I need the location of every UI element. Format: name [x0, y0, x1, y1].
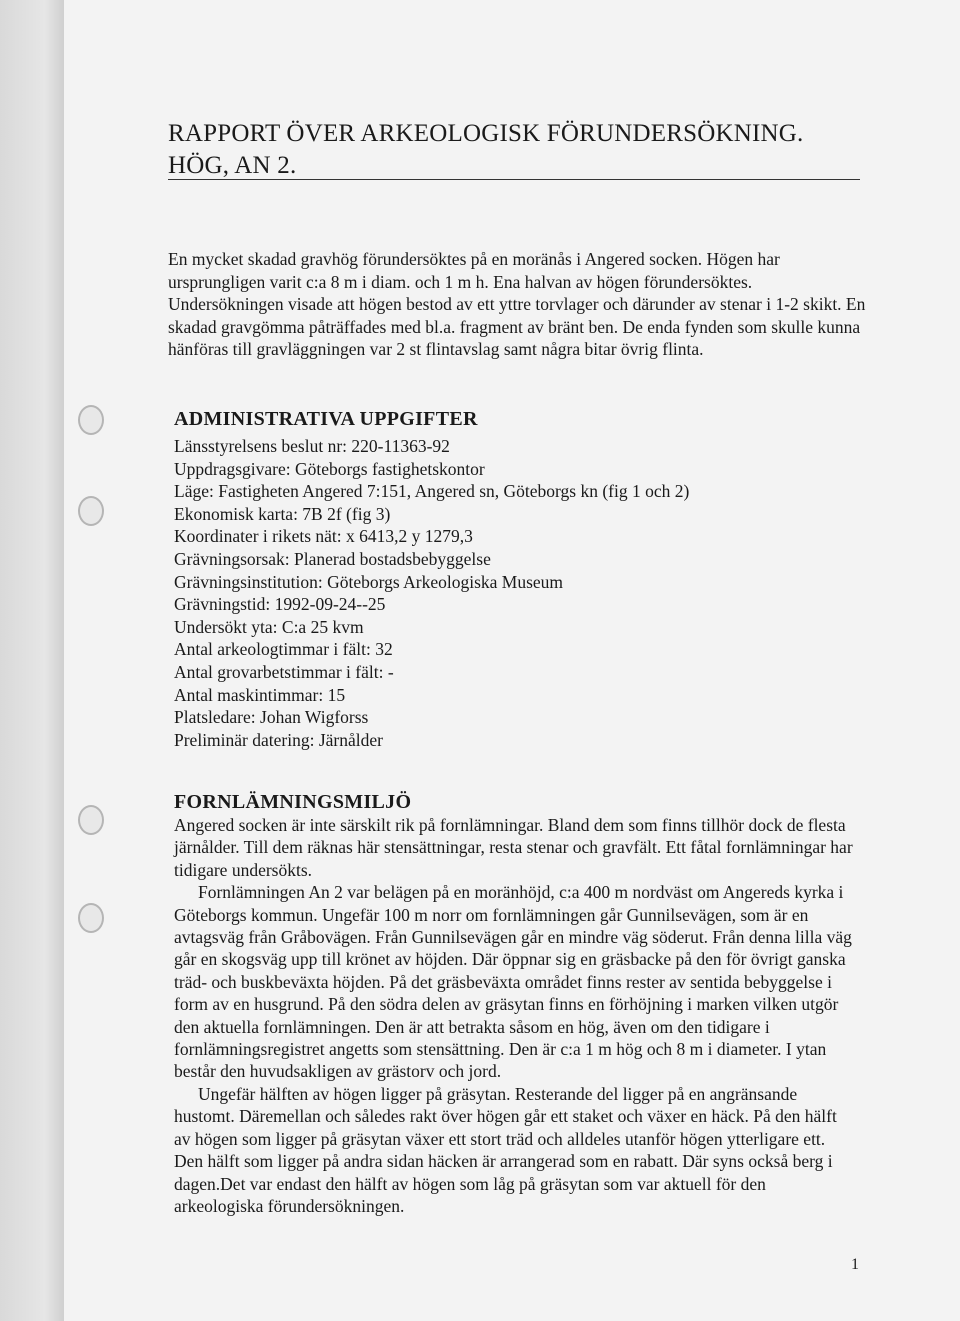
fornlamning-paragraph: Ungefär hälften av högen ligger på gräsytan. Resterande del ligger på en angränsande hustomt. Däremellan och således rakt över högen går ett staket och växer en häck. På den hälft av högen som ligger på gräsytan växer ett stort träd och alldeles utanför högen ytterligare ett. Den hälft som ligger på andra sidan häcken är arrangerad som en rabatt. Där syns också berg i dagen.Det var endast den hälft av högen som låg på gräsytan som var aktuell för den arkeologiska förundersökningen.: [174, 1083, 837, 1216]
admin-item-koordinater: Koordinater i rikets nät: x 6413,2 y 1279,3: [174, 526, 473, 547]
admin-details-list: [174, 435, 814, 751]
punch-hole-icon: [78, 496, 104, 526]
summary-paragraph: En mycket skadad gravhög förundersöktes på en moränås i Angered socken. Högen har ursprungligen varit c:a 8 m i diam. och 1 m h. Ena halvan av högen förundersöktes. Undersökningen visade att högen bestod av ett yttre torvlager och därunder av stenar i 1-2 skikt. En skadad gravgömma påträffades med bl.a. fragment av bränt ben. De enda fynden som skulle kunna hänföras till gravläggningen var 2 st flintavslag samt några bitar övrig flinta.: [168, 249, 866, 359]
scan-left-margin: [0, 0, 64, 1321]
admin-heading: ADMINISTRATIVA UPPGIFTER: [174, 408, 478, 430]
punch-hole-icon: [78, 805, 104, 835]
report-title-line1: RAPPORT ÖVER ARKEOLOGISK FÖRUNDERSÖKNING.: [168, 120, 804, 147]
fornlamning-section: [174, 814, 854, 1217]
report-title: [168, 118, 868, 182]
admin-item-platsledare: Platsledare: Johan Wigforss: [174, 707, 369, 728]
admin-item-gravningstid: Grävningstid: 1992-09-24--25: [174, 594, 386, 615]
admin-item-institution: Grävningsinstitution: Göteborgs Arkeologiska Museum: [174, 571, 564, 592]
punch-hole-icon: [78, 903, 104, 933]
fornlamning-heading: FORNLÄMNINGSMILJÖ: [174, 791, 412, 813]
admin-item-karta: Ekonomisk karta: 7B 2f (fig 3): [174, 503, 391, 524]
admin-item-datering: Preliminär datering: Järnålder: [174, 729, 383, 750]
admin-item-lage: Läge: Fastigheten Angered 7:151, Angered sn, Göteborgs kn (fig 1 och 2): [174, 481, 690, 502]
admin-item-grovarbetstimmar: Antal grovarbetstimmar i fält: -: [174, 661, 394, 682]
title-divider: [168, 179, 860, 180]
report-title-line2: HÖG, AN 2.: [168, 152, 297, 179]
admin-item-uppdragsgivare: Uppdragsgivare: Göteborgs fastighetskontor: [174, 458, 485, 479]
admin-item-beslut: Länsstyrelsens beslut nr: 220-11363-92: [174, 436, 450, 456]
admin-item-maskintimmar: Antal maskintimmar: 15: [174, 684, 346, 705]
punch-hole-icon: [78, 405, 104, 435]
admin-item-arkeologtimmar: Antal arkeologtimmar i fält: 32: [174, 639, 393, 660]
page-number: 1: [851, 1256, 859, 1273]
fornlamning-paragraph: Angered socken är inte särskilt rik på fornlämningar. Bland dem som finns tillhör dock de flesta järnålder. Till dem räknas här stensättningar, resta stenar och gravfält. Ett fåtal fornlämningar har tidigare undersökts.: [174, 815, 853, 880]
fornlamning-paragraph: Fornlämningen An 2 var belägen på en moränhöjd, c:a 400 m nordväst om Angereds kyrka i Göteborgs kommun. Ungefär 100 m norr om fornlämningen går Gunnilsevägen, som är en avtagsväg från Gråbovägen. Från Gunnilsevägen går en mindre väg söderut. Från denna lilla väg går en skogsväg upp till krönet av höjden. Där öppnar sig en gräsbacke på den för övrigt ganska träd- och buskbeväxta höjden. På det gräsbeväxta området finns rester av sentida bebyggelse i form av en husgrund. På den södra delen av gräsytan finns en förhöjning i marken vilken utgör den aktuella fornlämningen. Den är att betrakta såsom en hög, även om den tidigare i fornlämningsregistret angetts som stensättning. Den är c:a 1 m hög och 8 m i diameter. I ytan består den huvudsakligen av grästorv och jord.: [174, 882, 852, 1082]
admin-item-yta: Undersökt yta: C:a 25 kvm: [174, 616, 364, 637]
admin-item-gravningsorsak: Grävningsorsak: Planerad bostadsbebyggelse: [174, 548, 491, 569]
